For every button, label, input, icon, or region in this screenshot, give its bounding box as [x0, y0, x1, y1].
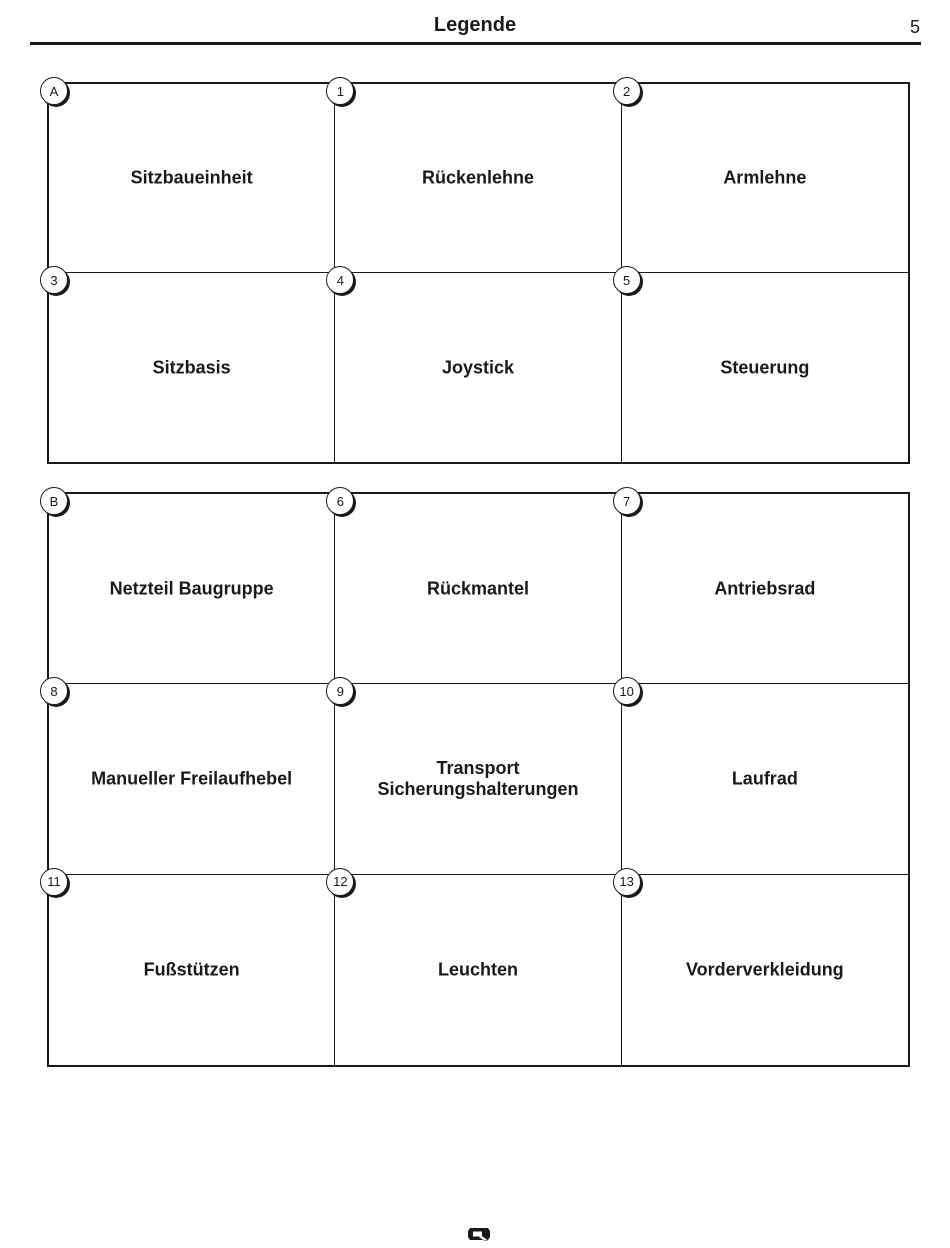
legend-badge: 1	[326, 77, 354, 105]
legend-label: Antriebsrad	[714, 578, 816, 599]
legend-cell	[49, 273, 335, 462]
legend-cell	[335, 875, 621, 1065]
legend-label: Laufrad	[731, 768, 798, 789]
legend-label: Leuchten	[437, 959, 518, 980]
legend-label: Rückmantel	[426, 578, 530, 599]
legend-cell	[335, 84, 621, 273]
legend-badge: 8	[40, 677, 68, 705]
brand-logo-icon	[467, 1227, 491, 1241]
legend-cell	[49, 494, 335, 684]
legend-label: Joystick	[441, 357, 515, 377]
legend-label: Netzteil Baugruppe	[109, 578, 274, 599]
legend-panel-b	[47, 492, 910, 1067]
legend-badge: 5	[613, 266, 641, 294]
legend-label: Sitzbaueinheit	[130, 167, 253, 188]
legend-badge: B	[40, 487, 68, 515]
legend-label: Steuerung	[720, 357, 810, 377]
page-number: 5	[909, 17, 920, 37]
legend-cell	[619, 683, 908, 874]
page-title: Legende	[433, 14, 517, 36]
legend-badge: 4	[326, 266, 354, 294]
legend-cell	[335, 684, 621, 874]
legend-label: Armlehne	[723, 167, 807, 188]
legend-label: Fußstützen	[143, 959, 240, 980]
legend-badge: A	[40, 77, 68, 105]
legend-badge: 2	[613, 77, 641, 105]
legend-label: Rückenlehne	[421, 167, 535, 188]
legend-cell	[619, 874, 908, 1065]
legend-cell	[622, 494, 908, 684]
legend-badge: 11	[40, 868, 68, 896]
legend-badge: 3	[40, 266, 68, 294]
legend-cell	[49, 684, 335, 874]
legend-cell	[49, 84, 335, 273]
legend-badge: 7	[613, 487, 641, 515]
legend-cell	[335, 273, 621, 462]
legend-badge: 9	[326, 677, 354, 705]
legend-badge: 10	[613, 677, 641, 705]
legend-badge: 12	[326, 868, 354, 896]
legend-label: Sitzbasis	[152, 357, 231, 377]
legend-label: Transport Sicherungshalterungen	[377, 757, 579, 799]
legend-badge: 6	[326, 487, 354, 515]
legend-panel-a	[47, 82, 910, 464]
legend-label: Manueller Freilaufhebel	[91, 768, 293, 789]
legend-badge: 13	[613, 868, 641, 896]
header-rule	[30, 42, 921, 45]
legend-cell	[622, 273, 908, 462]
legend-cell	[622, 84, 908, 273]
legend-cell	[49, 875, 335, 1065]
legend-cell	[335, 494, 621, 684]
legend-label: Vorderverkleidung	[685, 959, 844, 980]
